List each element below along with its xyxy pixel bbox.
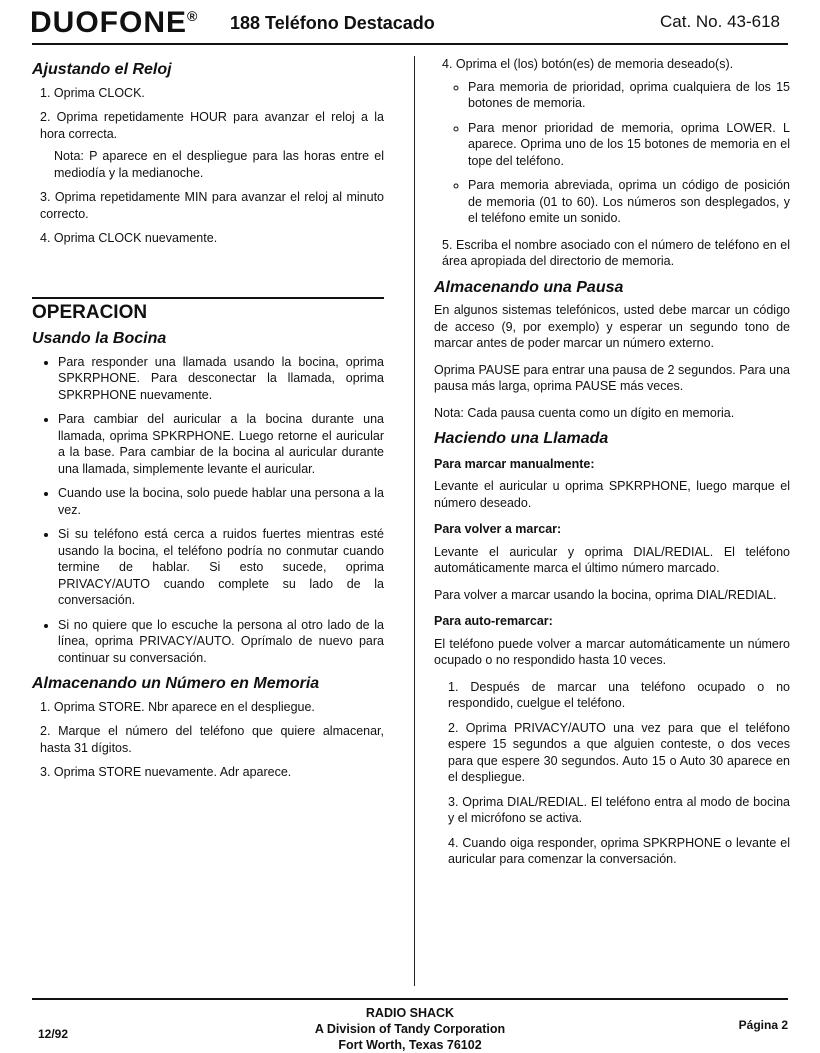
list-item: 5. Escriba el nombre asociado con el número de teléfono en el área apropiada del directorio de memoria. <box>442 237 790 268</box>
clock-heading: Ajustando el Reloj <box>32 61 172 78</box>
footer-publisher: RADIO SHACK A Division of Tandy Corporation Fort Worth, Texas 76102 <box>314 1006 506 1052</box>
clock-note: Nota: P aparece en el despliegue para las horas entre el mediodía y la medianoche. <box>54 149 384 180</box>
list-item: ◦ Para memoria de prioridad, oprima cualquiera de los 15 botones de memoria. <box>468 79 790 112</box>
list-item: • Cuando use la bocina, solo puede hablar una persona a la vez. <box>58 485 384 518</box>
memoria-steps <box>32 699 384 781</box>
auto-steps <box>434 679 790 868</box>
pausa-heading: Almacenando una Pausa <box>434 278 624 296</box>
list-item: • Para cambiar del auricular a la bocina durante una llamada, oprima SPKRPHONE. Luego retorne el auricular a la base. Para cambiar de la bocina al auricular durante una llamada, simplemente levante el auricular. <box>58 411 384 477</box>
list-item: ◦ Para menor prioridad de memoria, oprima LOWER. L aparece. Oprima uno de los 15 botones de memoria en el tope del teléfono. <box>468 120 790 170</box>
list-item: 3. Oprima repetidamente MIN para avanzar el reloj al minuto correcto. <box>40 190 384 221</box>
pausa-note: Nota: Cada pausa cuenta como un dígito en memoria. <box>434 405 735 420</box>
bocina-bullets <box>32 354 384 667</box>
bocina-heading: Usando la Bocina <box>32 330 167 347</box>
list-item: ◦ Para memoria abreviada, oprima un código de posición de memoria (01 to 60). Los números son desplegados, y el teléfono emite un sonido. <box>468 177 790 227</box>
list-item: 2. Marque el número del teléfono que quiere almacenar, hasta 31 dígitos. <box>40 724 384 755</box>
model-title: 188 Teléfono Destacado <box>230 13 435 33</box>
list-item: 1. Oprima STORE. Nbr aparece en el despliegue. <box>40 699 315 714</box>
catalog-number: Cat. No. 43-618 <box>659 12 780 31</box>
manual-subheading: Para marcar manualmente: <box>434 456 595 471</box>
list-item: 2. Oprima repetidamente HOUR para avanzar el reloj a la hora correcta. Nota: P aparece en el despliegue para las horas entre el mediodía y la medianoche. <box>40 110 384 180</box>
brand-logo: DUOFONE® <box>30 6 199 39</box>
header-divider <box>32 43 788 45</box>
list-item: • Si su teléfono está cerca a ruidos fuertes mientras esté usando la bocina, el teléfono podría no conmutar cuando termine de hablar. Si esto sucede, oprima PRIVACY/AUTO cuando complete su lado de la conversación. <box>58 526 384 609</box>
auto-paragraph: El teléfono puede volver a marcar automáticamente un número ocupado o no respondido hasta 10 veces. <box>434 636 790 667</box>
list-item: 2. Oprima PRIVACY/AUTO una vez para que el teléfono espere 15 segundos a que alguien conteste, o dos veces para que espere 30 segundos. Auto 15 o Auto 30 aparece en el despliegue. <box>448 720 790 784</box>
list-item: 3. Oprima STORE nuevamente. Adr aparece. <box>40 765 292 779</box>
column-divider <box>414 56 415 986</box>
list-item: 1. Oprima CLOCK. <box>40 85 145 100</box>
step4-bullets <box>442 79 790 227</box>
left-column <box>32 62 384 791</box>
volver-subheading: Para volver a marcar: <box>434 522 562 536</box>
manual-paragraph: Levante el auricular u oprima SPKRPHONE, luego marque el número deseado. <box>434 479 790 510</box>
list-item: 4. Cuando oiga responder, oprima SPKRPHONE o levante el auricular para comenzar la conversación. <box>448 835 790 866</box>
list-item: 1. Después de marcar una teléfono ocupado o no respondido, cuelgue el teléfono. <box>448 679 790 710</box>
page-number: Página 2 <box>738 1018 788 1032</box>
list-item: 3. Oprima DIAL/REDIAL. El teléfono entra al modo de bocina y el micrófono se activa. <box>448 794 790 825</box>
volver-paragraph: Para volver a marcar usando la bocina, oprima DIAL/REDIAL. <box>434 587 777 602</box>
memoria-heading: Almacenando un Número en Memoria <box>32 675 320 692</box>
footer-date: 12/92 <box>38 1027 69 1041</box>
footer-divider <box>32 998 788 1000</box>
right-column <box>434 56 790 878</box>
list-item: 4. Oprima CLOCK nuevamente. <box>40 231 218 245</box>
section-title-operacion: OPERACION <box>32 297 384 322</box>
list-item: 4. Oprima el (los) botón(es) de memoria deseado(s). ◦ Para memoria de prioridad, oprima cualquiera de los 15 botones de memoria. ◦ Para menor prioridad de memoria, oprima LOWER. L aparece. Oprima uno de los 15 botones de memoria en el tope del teléfono. ◦ Para memoria abreviada, oprima un código de posición de memoria (01 to 60). Los números son desplegados, y el teléfono emite un sonido. <box>442 56 790 227</box>
auto-subheading: Para auto-remarcar: <box>434 614 553 628</box>
list-item: • Si no quiere que lo escuche la persona al otro lado de la línea, oprima PRIVACY/AUTO. Oprímalo de nuevo para continuar su conversación. <box>58 617 384 667</box>
volver-paragraph: Levante el auricular y oprima DIAL/REDIAL. El teléfono automáticamente marca el último número marcado. <box>434 544 790 575</box>
list-item: • Para responder una llamada usando la bocina, oprima SPKRPHONE. Para desconectar la llamada, oprima SPKRPHONE nuevamente. <box>58 354 384 404</box>
pausa-paragraph: En algunos sistemas telefónicos, usted debe marcar un código de acceso (9, por exemplo) y esperar un segundo tono de marcar antes de poder marcar un número externo. <box>434 303 790 350</box>
pausa-paragraph: Oprima PAUSE para entrar una pausa de 2 segundos. Para una pausa más larga, oprima PAUSE más veces. <box>434 362 790 393</box>
memoria-steps-continued <box>434 56 790 270</box>
llamada-heading: Haciendo una Llamada <box>434 430 609 447</box>
clock-steps <box>32 85 384 247</box>
